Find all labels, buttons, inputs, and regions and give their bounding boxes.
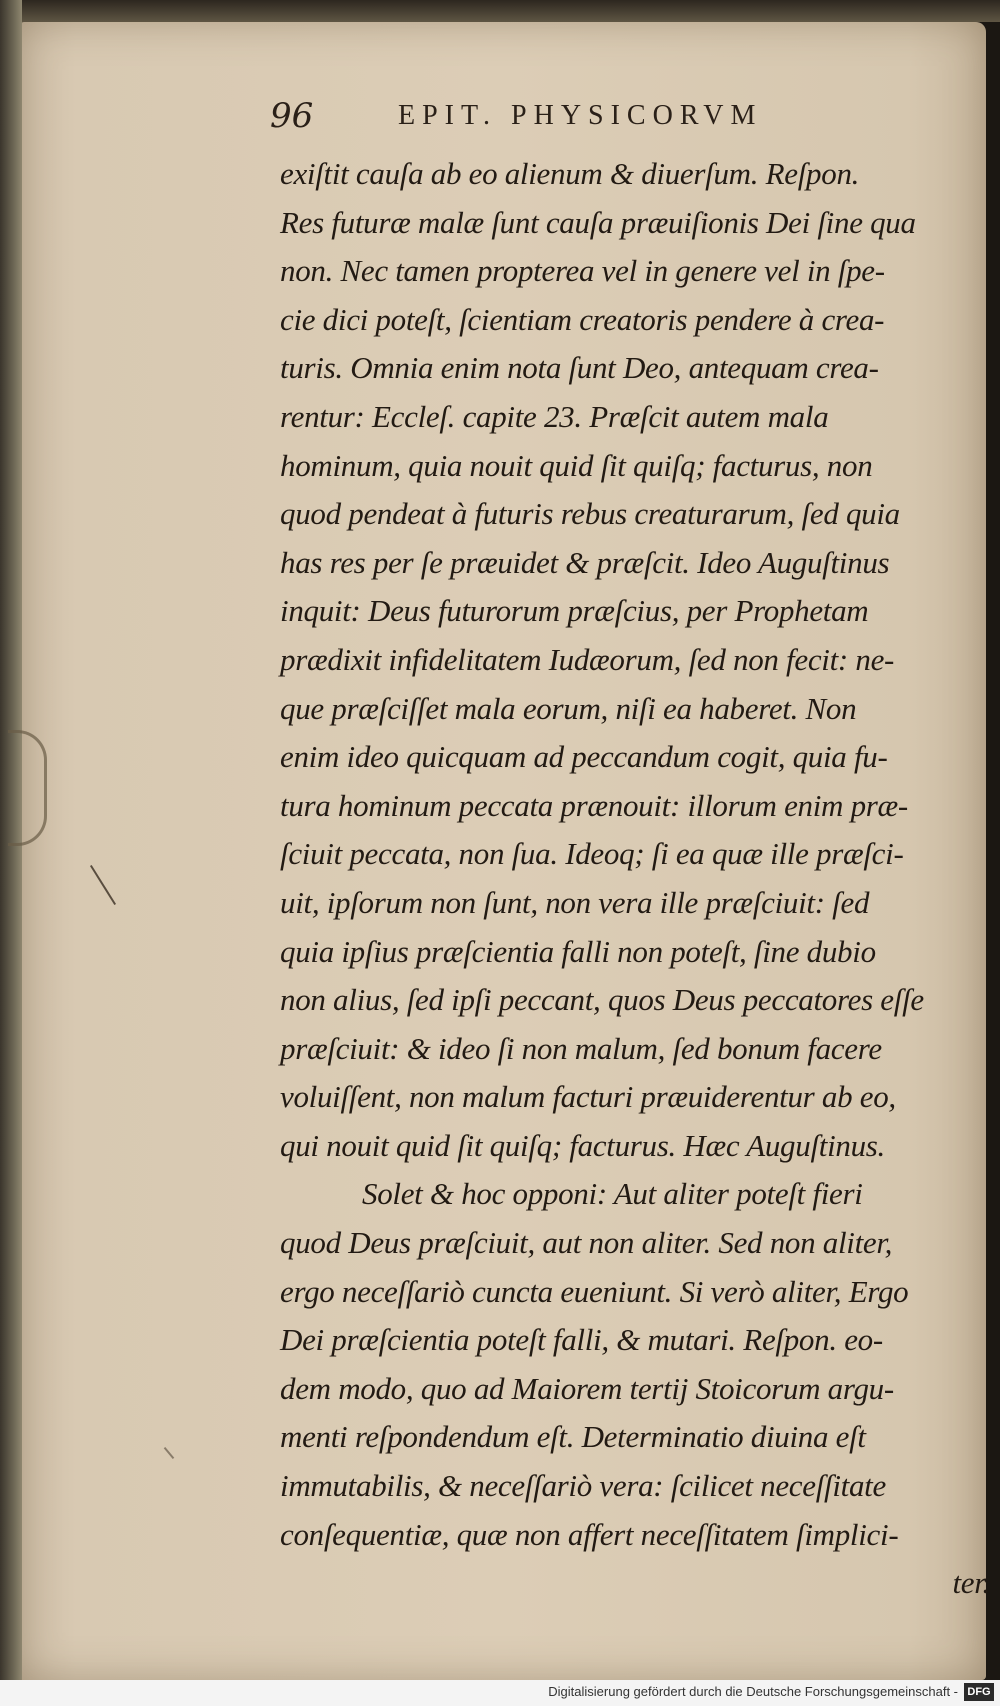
running-title: EPIT. PHYSICORVM bbox=[398, 100, 763, 131]
text-line: enim ideo quicquam ad peccandum cogit, quia fu- bbox=[280, 739, 888, 775]
text-line: inquit: Deus futurorum præſcius, per Prophetam bbox=[280, 593, 869, 629]
catchword: ter. bbox=[952, 1565, 990, 1601]
text-line: cie dici poteſt, ſcientiam creatoris pendere à crea- bbox=[280, 301, 885, 337]
dfg-logo: DFG bbox=[964, 1683, 994, 1701]
text-line: hominum, quia nouit quid ſit quiſq; facturus, non bbox=[280, 447, 873, 483]
text-line: dem modo, quo ad Maiorem tertij Stoicorum argu- bbox=[280, 1370, 894, 1406]
text-line: rentur: Eccleſ. capite 23. Præſcit autem mala bbox=[280, 398, 829, 434]
text-line: Res futuræ malæ ſunt cauſa præuiſionis Dei ſine qua bbox=[280, 204, 916, 240]
book-spine bbox=[0, 0, 22, 1706]
text-line: prædixit infidelitatem Iudæorum, ſed non fecit: ne- bbox=[280, 641, 895, 677]
text-line: non. Nec tamen propterea vel in genere vel in ſpe- bbox=[280, 253, 885, 289]
text-line: ergo neceſſariò cuncta eueniunt. Si verò aliter, Ergo bbox=[280, 1273, 909, 1309]
text-line: Dei præſcientia poteſt falli, & mutari. Reſpon. eo- bbox=[280, 1322, 883, 1358]
page-header bbox=[270, 96, 890, 140]
text-line: conſequentiæ, quæ non affert neceſſitatem ſimplici- bbox=[280, 1516, 899, 1552]
text-line: tura hominum peccata prænouit: illorum enim præ- bbox=[280, 787, 908, 823]
text-line: qui nouit quid ſit quiſq; facturus. Hæc Auguſtinus. bbox=[280, 1127, 886, 1163]
text-line: has res per ſe præuidet & præſcit. Ideo Auguſtinus bbox=[280, 544, 890, 580]
text-line: voluiſſent, non malum facturi præuiderentur ab eo, bbox=[280, 1079, 896, 1115]
text-line: præſciuit: & ideo ſi non malum, ſed bonum facere bbox=[280, 1030, 882, 1066]
body-text bbox=[280, 150, 992, 1608]
text-line: menti reſpondendum eſt. Determinatio diuina eſt bbox=[280, 1419, 866, 1455]
text-line: non alius, ſed ipſi peccant, quos Deus peccatores eſſe bbox=[280, 982, 924, 1018]
text-line: turis. Omnia enim nota ſunt Deo, antequam crea- bbox=[280, 350, 879, 386]
text-line: exiſtit cauſa ab eo alienum & diuerſum. Reſpon. bbox=[280, 156, 860, 191]
text-line: que præſciſſet mala eorum, niſi ea haberet. Non bbox=[280, 690, 857, 726]
book-top-edge bbox=[0, 0, 1000, 22]
paragraph-first-line: Solet & hoc opponi: Aut aliter poteſt fieri bbox=[362, 1176, 863, 1212]
text-line: ſciuit peccata, non ſua. Ideoq; ſi ea quæ ille præſci- bbox=[280, 836, 904, 872]
page-number: 96 bbox=[270, 96, 314, 136]
text-line: immutabilis, & neceſſariò vera: ſcilicet neceſſitate bbox=[280, 1468, 886, 1504]
text-line: quod Deus præſciuit, aut non aliter. Sed non aliter, bbox=[280, 1225, 893, 1261]
text-line: quia ipſius præſcientia falli non poteſt, ſine dubio bbox=[280, 933, 876, 969]
clasp-mark bbox=[8, 730, 47, 846]
text-line: uit, ipſorum non ſunt, non vera ille præſciuit: ſed bbox=[280, 884, 870, 920]
text-line: quod pendeat à futuris rebus creaturarum, ſed quia bbox=[280, 496, 900, 532]
digitization-credit: Digitalisierung gefördert durch die Deutsche Forschungsgemeinschaft - bbox=[548, 1684, 958, 1699]
